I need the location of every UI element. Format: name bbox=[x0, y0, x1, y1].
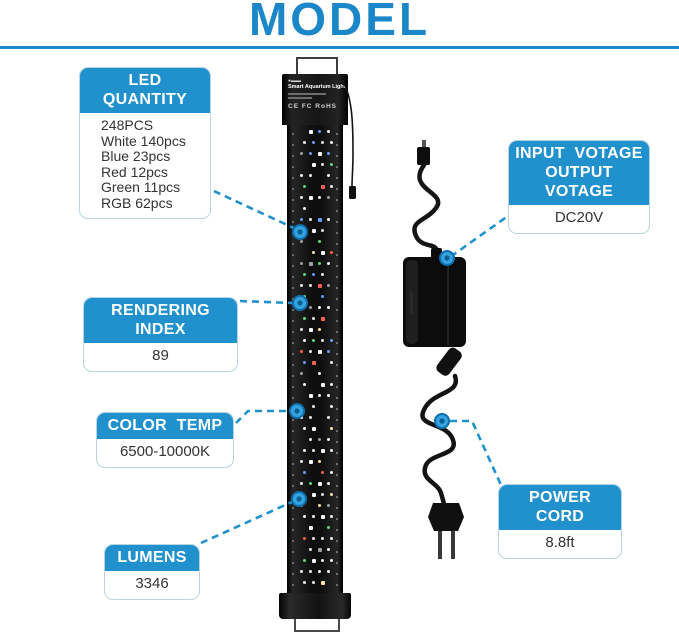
certification-marks: CE FC RoHS bbox=[288, 103, 337, 110]
light-bar-cable-connector bbox=[349, 186, 356, 199]
label-brand-line: ●▬▬ bbox=[288, 78, 302, 84]
spec-line: Green 11pcs bbox=[101, 179, 181, 195]
spec-line: RGB 62pcs bbox=[101, 194, 173, 211]
spec-line: White 140pcs bbox=[101, 132, 186, 149]
callout-header: COLOR TEMP bbox=[97, 413, 233, 439]
label-title: Smart Aquarium Light bbox=[288, 84, 346, 90]
plug-prong-right bbox=[451, 531, 455, 559]
callout-body bbox=[80, 113, 210, 218]
c7-connector-icon bbox=[434, 346, 463, 378]
plug-prong-left bbox=[438, 531, 442, 559]
dc-plug-icon bbox=[417, 147, 430, 165]
voltage-label-output: OUTPUT VOTAGE bbox=[544, 164, 614, 200]
page-title: MODEL bbox=[248, 0, 431, 45]
callout-value: 8.8ft bbox=[545, 534, 575, 551]
adapter-cable bbox=[414, 165, 438, 258]
us-plug-body bbox=[428, 503, 464, 531]
spec-line: Red 12pcs bbox=[101, 163, 168, 180]
light-bar-cable bbox=[340, 78, 353, 186]
callout-value: DC20V bbox=[554, 209, 604, 226]
callout-led-quantity bbox=[79, 67, 211, 219]
power-cord-graphic bbox=[422, 346, 464, 559]
callout-header: LED QUANTITY bbox=[80, 68, 210, 113]
callout-value: 89 bbox=[152, 347, 169, 364]
callout-header bbox=[509, 141, 649, 205]
callout-lumens bbox=[104, 544, 200, 600]
callout-power-cord bbox=[498, 484, 622, 559]
spec-line: Blue 23pcs bbox=[101, 148, 171, 164]
power-adapter bbox=[403, 140, 466, 347]
spec-line: 248PCS bbox=[101, 117, 154, 133]
callout-color-temp bbox=[96, 412, 234, 468]
callout-value: 6500-10000K bbox=[119, 443, 211, 460]
callout-header: LUMENS bbox=[105, 545, 199, 571]
callout-rendering-index bbox=[83, 297, 238, 372]
adapter-fineprint bbox=[410, 292, 413, 314]
callout-header: POWER CORD bbox=[499, 485, 621, 530]
voltage-label-input: INPUT VOTAGE bbox=[515, 145, 643, 162]
callout-value: 3346 bbox=[135, 575, 169, 592]
dc-plug-tip bbox=[422, 140, 426, 148]
cord-wire bbox=[422, 376, 455, 504]
callout-voltage bbox=[508, 140, 650, 234]
callout-header: RENDERING INDEX bbox=[84, 298, 237, 343]
